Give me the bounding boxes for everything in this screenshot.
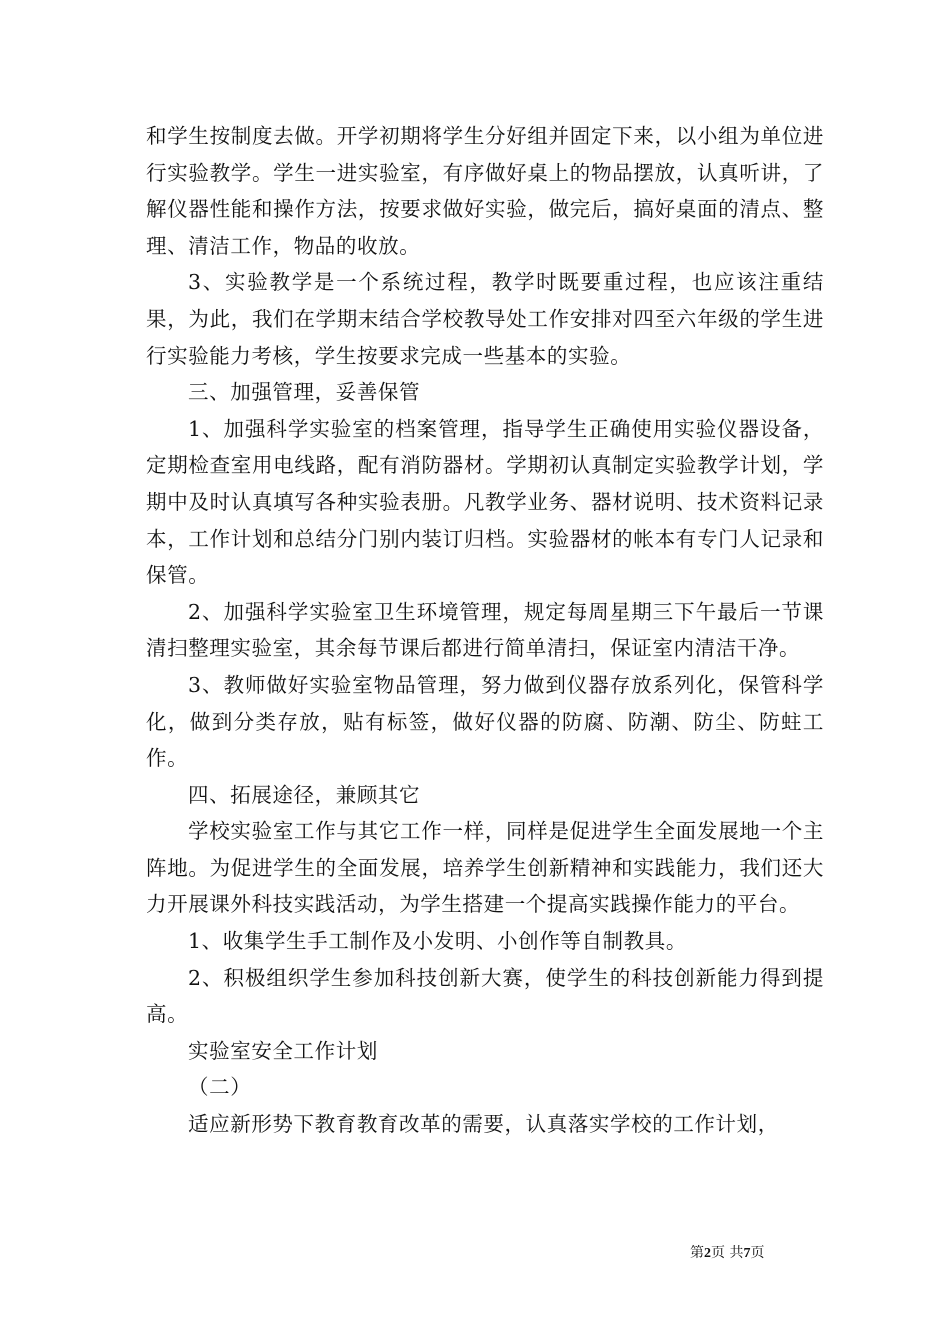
- page-footer: [690, 1244, 830, 1263]
- footer-middle: 页 共: [711, 1245, 744, 1261]
- current-page-number: 2: [704, 1246, 711, 1261]
- paragraph: （二）: [188, 1075, 252, 1100]
- paragraph: 适应新形势下教育教育改革的需要，认真落实学校的工作计划，: [188, 1112, 779, 1137]
- footer-prefix: 第: [690, 1245, 704, 1261]
- paragraph: 1、加强科学实验室的档案管理，指导学生正确使用实验仪器设备，定期检查室用电线路，配有消防器材。学期初认真制定实验教学计划，学期中及时认真填写各种实验表册。凡教学业务、器材说明、技术资料记录本，工作计划和总结分门别内装订归档。实验器材的帐本有专门人记录和保管。: [146, 416, 824, 588]
- paragraph: 3、实验教学是一个系统过程，教学时既要重过程，也应该注重结果，为此，我们在学期末结合学校教导处工作安排对四至六年级的学生进行实验能力考核，学生按要求完成一些基本的实验。: [146, 270, 824, 368]
- total-pages-number: 7: [743, 1246, 751, 1261]
- paragraph: 3、教师做好实验室物品管理，努力做到仪器存放系列化，保管科学化，做到分类存放，贴有标签，做好仪器的防腐、防潮、防尘、防蛀工作。: [146, 672, 824, 771]
- paragraph: 学校实验室工作与其它工作一样，同样是促进学生全面发展地一个主阵地。为促进学生的全面发展，培养学生创新精神和实践能力，我们还大力开展课外科技实践活动，为学生搭建一个提高实践操作能力的平台。: [146, 819, 824, 917]
- paragraph: 实验室安全工作计划: [188, 1038, 378, 1063]
- paragraph: 四、拓展途径，兼顾其它: [188, 782, 421, 807]
- document-body: [146, 118, 824, 1143]
- paragraph: 和学生按制度去做。开学初期将学生分好组并固定下来，以小组为单位进行实验教学。学生一进实验室，有序做好桌上的物品摆放，认真听讲，了解仪器性能和操作方法，按要求做好实验，做完后，搞好桌面的清点、整理、清洁工作，物品的收放。: [146, 124, 824, 258]
- paragraph: 1、收集学生手工制作及小发明、小创作等自制教具。: [188, 929, 687, 954]
- footer-suffix: 页: [750, 1245, 765, 1261]
- paragraph: 2、加强科学实验室卫生环境管理，规定每周星期三下午最后一节课清扫整理实验室，其余每节课后都进行简单清扫，保证室内清洁干净。: [146, 599, 824, 661]
- paragraph: 2、积极组织学生参加科技创新大赛，使学生的科技创新能力得到提高。: [146, 965, 824, 1027]
- paragraph: 三、加强管理，妥善保管: [188, 380, 421, 405]
